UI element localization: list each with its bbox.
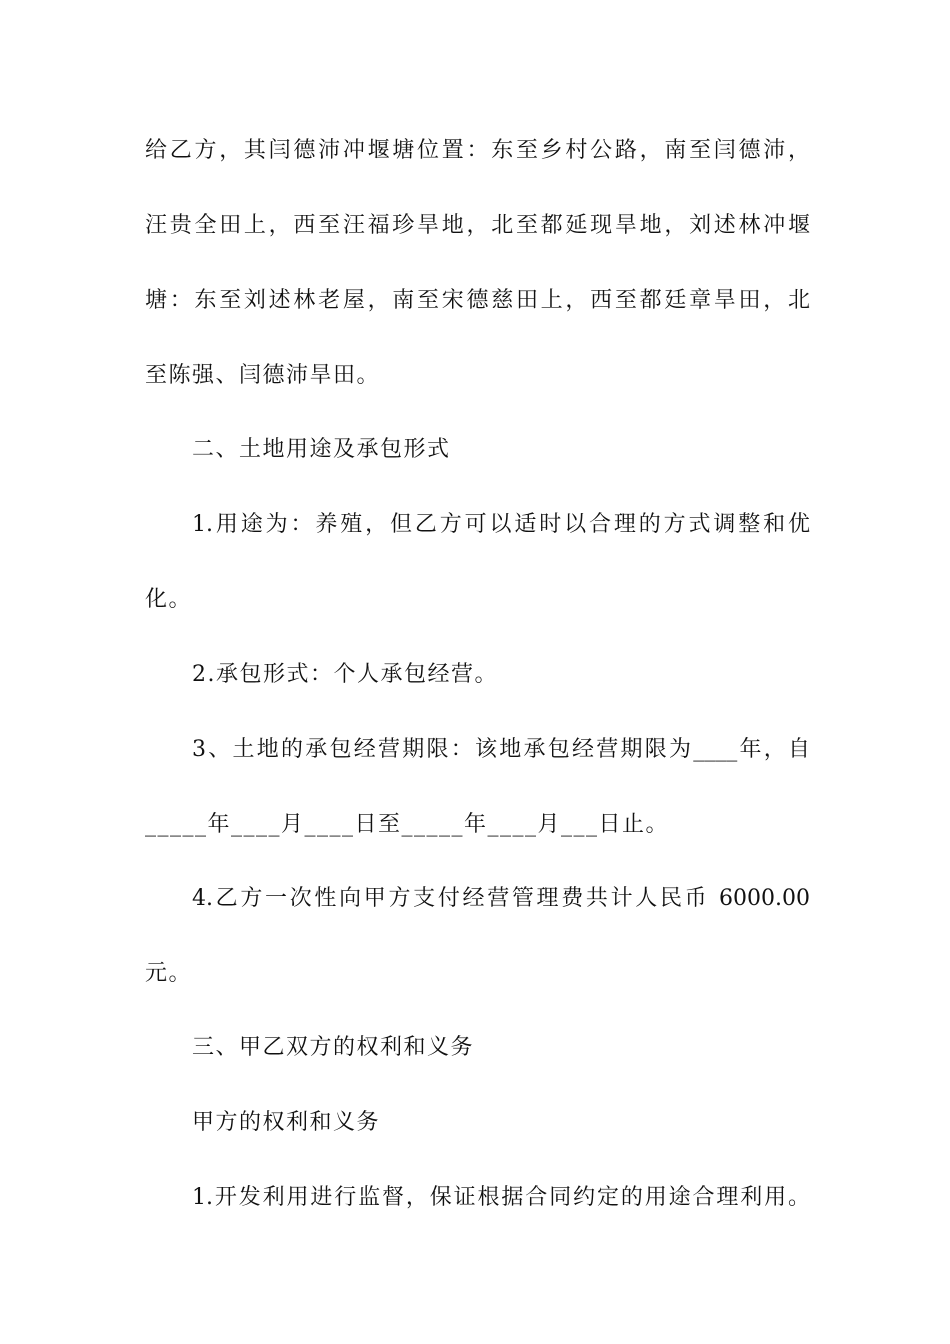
paragraph-line-2: 汪贵全田上，西至汪福珍旱地，北至都延现旱地，刘述林冲堰 <box>145 213 810 238</box>
section-heading-rights: 三、甲乙双方的权利和义务 <box>192 1035 475 1060</box>
subheading-party-a: 甲方的权利和义务 <box>192 1110 381 1135</box>
item-3-term: 3、土地的承包经营期限：该地承包经营期限为____年，自 <box>192 737 810 762</box>
item-1-usage: 1.用途为：养殖，但乙方可以适时以合理的方式调整和优 <box>192 512 810 537</box>
party-a-item-1: 1.开发利用进行监督，保证根据合同约定的用途合理利用。 <box>192 1185 810 1210</box>
item-4-fee-cont: 元。 <box>145 961 193 986</box>
paragraph-line-3: 塘：东至刘述林老屋，南至宋德慈田上，西至都廷章旱田，北 <box>145 288 810 313</box>
item-1-usage-cont: 化。 <box>145 587 193 612</box>
paragraph-line-1: 给乙方，其闫德沛冲堰塘位置：东至乡村公路，南至闫德沛， <box>145 138 810 163</box>
item-2-contract-form: 2.承包形式：个人承包经营。 <box>192 662 498 687</box>
item-3-term-dates: _____年____月____日至_____年____月___日止。 <box>145 812 670 837</box>
section-heading-land-use: 二、土地用途及承包形式 <box>192 437 451 462</box>
paragraph-line-4: 至陈强、闫德沛旱田。 <box>145 363 381 388</box>
item-4-fee: 4.乙方一次性向甲方支付经营管理费共计人民币 6000.00 <box>192 886 810 911</box>
